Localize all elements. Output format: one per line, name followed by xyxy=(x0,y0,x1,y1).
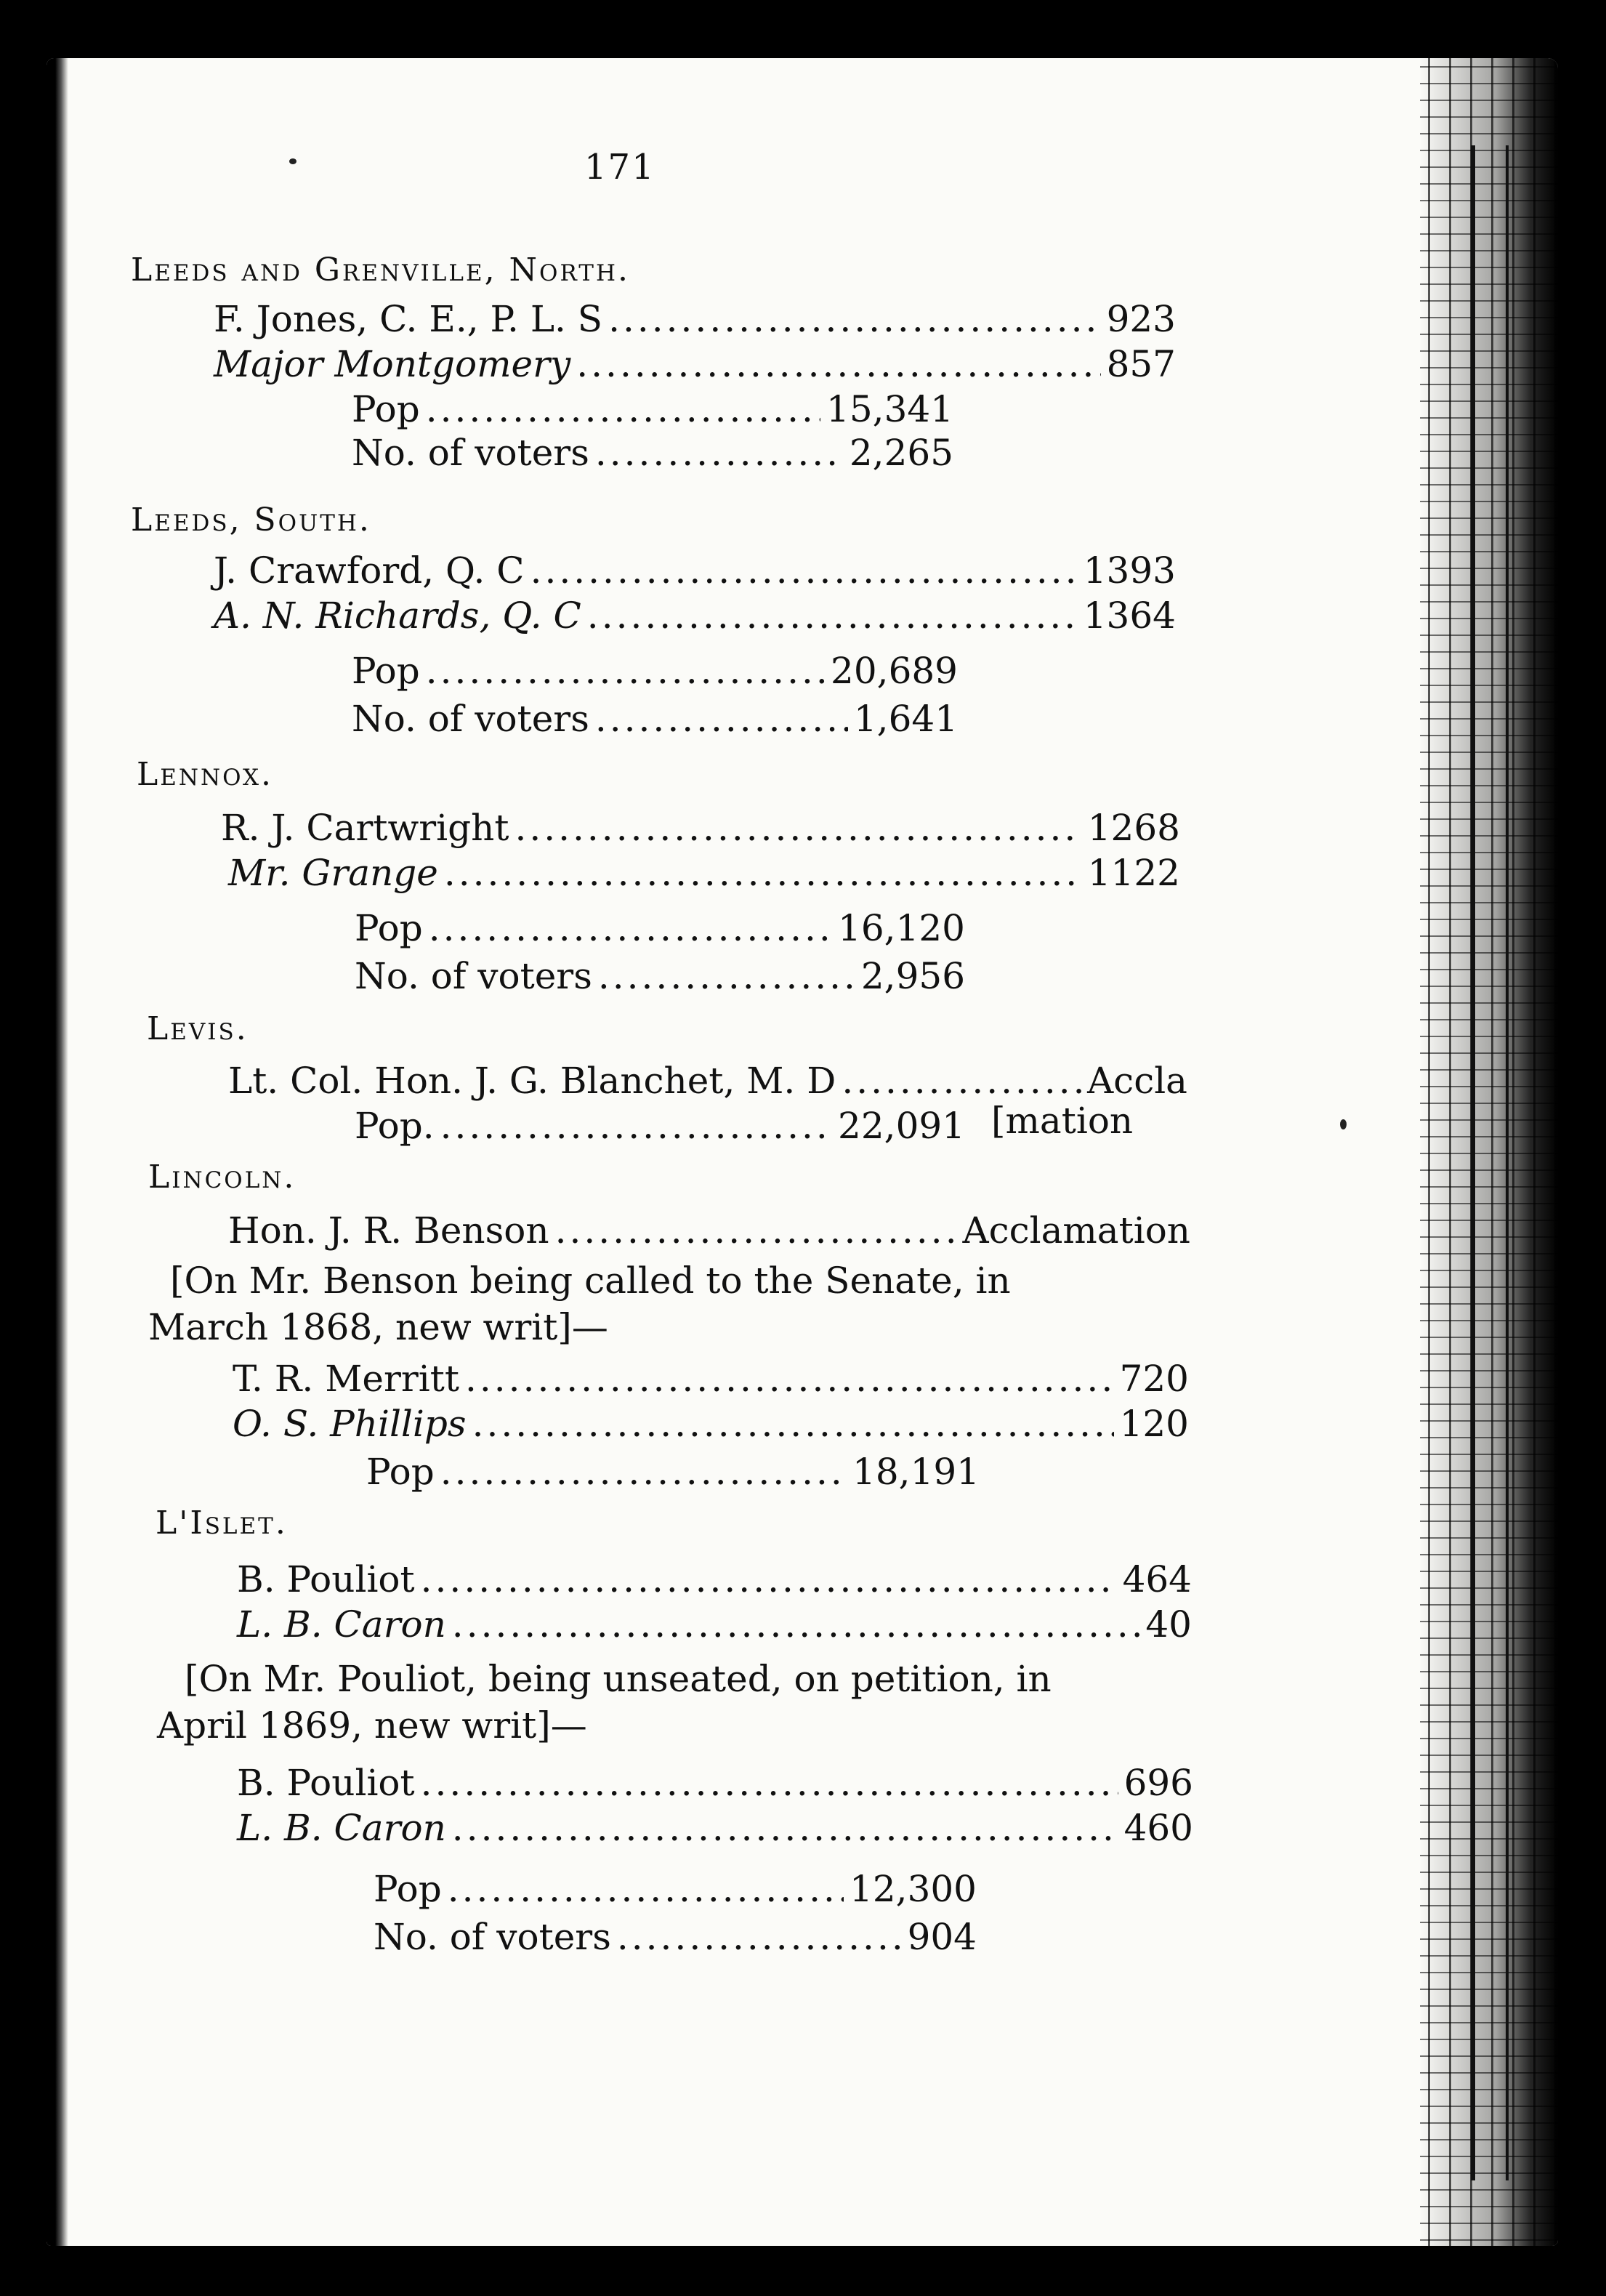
candidate-name: L. B. Caron xyxy=(237,1603,446,1646)
population-label: Pop xyxy=(355,907,423,949)
population-value: 16,120 xyxy=(838,907,965,949)
voters-label: No. of voters xyxy=(374,1916,611,1958)
candidate-name: Lt. Col. Hon. J. G. Blanchet, M. D xyxy=(228,1060,836,1102)
note-line: [On Mr. Pouliot, being unseated, on petition, in xyxy=(185,1658,1052,1700)
population-label: Pop xyxy=(352,650,420,692)
candidate-name: Mr. Grange xyxy=(228,852,438,894)
candidate-row xyxy=(237,1558,1192,1600)
voters-value: 904 xyxy=(907,1916,977,1958)
population-row xyxy=(355,1105,965,1147)
population-value: 12,300 xyxy=(850,1868,977,1910)
candidate-row xyxy=(221,807,1180,849)
voters-value: 2,265 xyxy=(849,432,953,474)
heading-lislet: L'Islet. xyxy=(156,1505,288,1542)
candidate-row xyxy=(228,852,1180,894)
candidate-row xyxy=(233,1358,1189,1400)
population-value: 20,689 xyxy=(831,650,958,692)
candidate-row xyxy=(237,1762,1193,1804)
population-row xyxy=(366,1451,980,1493)
heading-leeds-grenville-north: Leeds and Grenville, North. xyxy=(131,251,630,289)
candidate-row xyxy=(228,1060,1187,1102)
continuation-text: [mation xyxy=(991,1100,1134,1142)
voters-row xyxy=(352,698,958,740)
population-value: 15,341 xyxy=(826,388,953,430)
vote-count: 720 xyxy=(1119,1358,1189,1400)
candidate-row xyxy=(237,1603,1192,1646)
vote-count: 857 xyxy=(1106,343,1176,385)
candidate-name: F. Jones, C. E., P. L. S xyxy=(214,298,603,340)
population-value: 22,091 xyxy=(838,1105,965,1147)
damaged-page-edge xyxy=(1420,58,1558,2246)
candidate-name: A. N. Richards, Q. C xyxy=(214,595,581,637)
population-label: Pop. xyxy=(355,1105,435,1147)
candidate-name: R. J. Cartwright xyxy=(221,807,509,849)
heading-lincoln: Lincoln. xyxy=(148,1159,296,1196)
ink-speck xyxy=(1340,1119,1347,1129)
candidate-row xyxy=(214,595,1176,637)
note-line: March 1868, new writ]— xyxy=(148,1306,608,1348)
heading-levis: Levis. xyxy=(147,1010,249,1047)
note-line: [On Mr. Benson being called to the Senate, in xyxy=(170,1260,1011,1302)
candidate-name: L. B. Caron xyxy=(237,1807,446,1849)
candidate-row xyxy=(214,549,1176,592)
ink-speck xyxy=(289,158,296,164)
vote-count: 1364 xyxy=(1083,595,1176,637)
voters-label: No. of voters xyxy=(352,698,589,740)
vote-count: 1393 xyxy=(1083,549,1176,592)
voters-label: No. of voters xyxy=(355,955,592,997)
candidate-name: Major Montgomery xyxy=(214,343,571,385)
heading-lennox: Lennox. xyxy=(137,756,274,793)
population-row xyxy=(352,650,958,692)
binding-shadow xyxy=(47,58,68,2246)
vote-count: 1268 xyxy=(1087,807,1180,849)
population-label: Pop xyxy=(352,388,420,430)
vote-count: 1122 xyxy=(1087,852,1180,894)
population-row xyxy=(374,1868,977,1910)
voters-label: No. of voters xyxy=(352,432,589,474)
voters-row xyxy=(355,955,965,997)
population-label: Pop xyxy=(366,1451,435,1493)
candidate-row xyxy=(214,343,1176,385)
vote-count: 120 xyxy=(1119,1403,1189,1445)
population-row xyxy=(355,907,965,949)
population-value: 18,191 xyxy=(852,1451,980,1493)
candidate-row xyxy=(228,1209,1190,1252)
population-label: Pop xyxy=(374,1868,442,1910)
edge-line xyxy=(1471,145,1475,2180)
heading-leeds-south: Leeds, South. xyxy=(131,502,371,539)
voters-value: 2,956 xyxy=(860,955,965,997)
candidate-name: T. R. Merritt xyxy=(233,1358,459,1400)
edge-line xyxy=(1506,145,1509,2180)
note-line: April 1869, new writ]— xyxy=(157,1704,587,1747)
candidate-row xyxy=(214,298,1176,340)
candidate-name: J. Crawford, Q. C xyxy=(214,549,525,592)
vote-count: 923 xyxy=(1106,298,1176,340)
page-number: 171 xyxy=(584,147,655,188)
candidate-name: B. Pouliot xyxy=(237,1762,415,1804)
vote-count: Acclamation xyxy=(962,1209,1190,1252)
vote-count: 696 xyxy=(1123,1762,1193,1804)
vote-count: Accla xyxy=(1087,1060,1187,1102)
candidate-name: O. S. Phillips xyxy=(233,1403,467,1445)
book-page xyxy=(47,58,1558,2246)
candidate-row xyxy=(237,1807,1193,1849)
vote-count: 40 xyxy=(1145,1603,1192,1646)
vote-count: 464 xyxy=(1122,1558,1192,1600)
population-row xyxy=(352,388,953,430)
voters-row xyxy=(352,432,953,474)
voters-value: 1,641 xyxy=(853,698,958,740)
candidate-row xyxy=(233,1403,1189,1445)
vote-count: 460 xyxy=(1123,1807,1193,1849)
candidate-name: Hon. J. R. Benson xyxy=(228,1209,549,1252)
voters-row xyxy=(374,1916,977,1958)
candidate-name: B. Pouliot xyxy=(237,1558,415,1600)
